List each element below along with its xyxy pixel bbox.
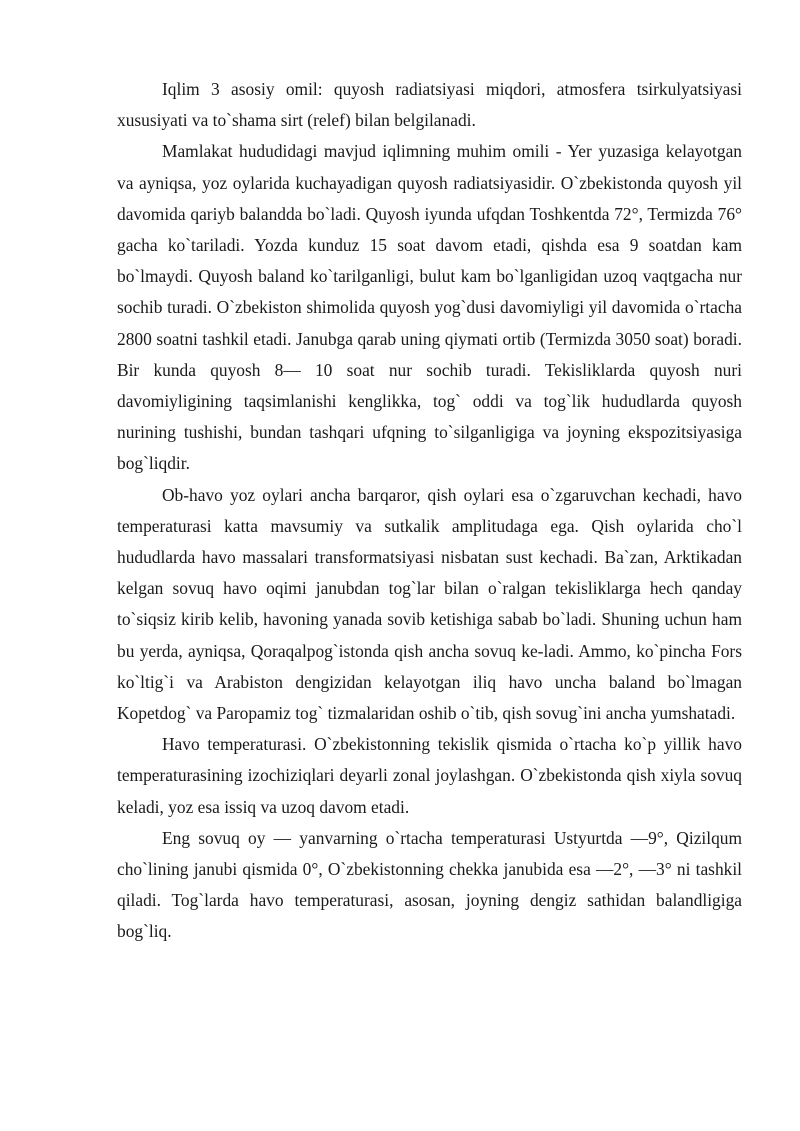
paragraph-coldest-month: Eng sovuq oy — yanvarning o`rtacha temperaturasi Ustyurtda —9°, Qizilqum cho`lining janubi qismida 0°, O`zbekistonning chekka janubida esa —2°, —3° ni tashkil qiladi. Tog`larda havo temperaturasi, asosan, joyning dengiz sathidan balandligiga bog`liq. — [117, 827, 742, 942]
paragraph-air-temperature: Havo temperaturasi. O`zbekistonning tekislik qismida o`rtacha ko`p yillik havo temperaturasining izochiziqlari deyarli zonal joylashgan. O`zbekistonda qish xiyla sovuq keladi, yoz esa issiq va uzoq davom etadi. — [117, 734, 742, 817]
document-body — [117, 74, 742, 948]
paragraph-solar-radiation: Mamlakat hududidagi mavjud iqlimning muhim omili - Yer yuzasiga kelayotgan va ayniqsa, yoz oylarida kuchayadigan quyosh radiatsiyasidir. O`zbekistonda quyosh yil davomida qariyb balandda bo`ladi. Quyosh iyunda ufqdan Toshkentda 72°, Termizda 76° gacha ko`tariladi. Yozda kunduz 15 soat davom etadi, qishda esa 9 soatdan kam bo`lmaydi. Quyosh baland ko`tarilganligi, bulut kam bo`lganligidan uzoq vaqtgacha nur sochib turadi. O`zbekiston shimolida quyosh yog`dusi davomiyligi yil davomida o`rtacha 2800 soatni tashkil etadi. Janubga qarab uning qiymati ortib (Termizda 3050 soat) boradi. Bir kunda quyosh 8— 10 soat nur sochib turadi. Tekisliklarda quyosh nuri davomiyligining taqsimlanishi kenglikka, tog` oddi va tog`lik hududlarda quyosh nurining tushishi, bundan tashqari ufqning to`silganligiga va joyning ekspozitsiyasiga bog`liqdir. — [117, 141, 742, 474]
paragraph-weather-seasons: Ob-havo yoz oylari ancha barqaror, qish oylari esa o`zgaruvchan kechadi, havo temperaturasi katta mavsumiy va sutkalik amplitudaga ega. Qish oylarida cho`l hududlarda havo massalari transformatsiyasi nisbatan sust kechadi. Ba`zan, Arktikadan kelgan sovuq havo oqimi janubdan tog`lar bilan o`ralgan tekisliklarga hech qanday to`siqsiz kirib kelib, havoning yanada sovib ketishiga sabab bo`ladi. Shuning uchun ham bu yerda, ayniqsa, Qoraqalpog`istonda qish ancha sovuq ke-ladi. Ammo, ko`pincha Fors ko`ltig`i va Arabiston dengizidan kelayotgan iliq havo uncha baland bo`lmagan Kopetdog` va Paropamiz tog` tizmalaridan oshib o`tib, qish sovug`ini ancha yumshatadi. — [117, 484, 742, 724]
paragraph-climate-factors: Iqlim 3 asosiy omil: quyosh radiatsiyasi miqdori, atmosfera tsirkulyatsiyasi xususiyati va to`shama sirt (relef) bilan belgilanadi. — [117, 79, 742, 131]
